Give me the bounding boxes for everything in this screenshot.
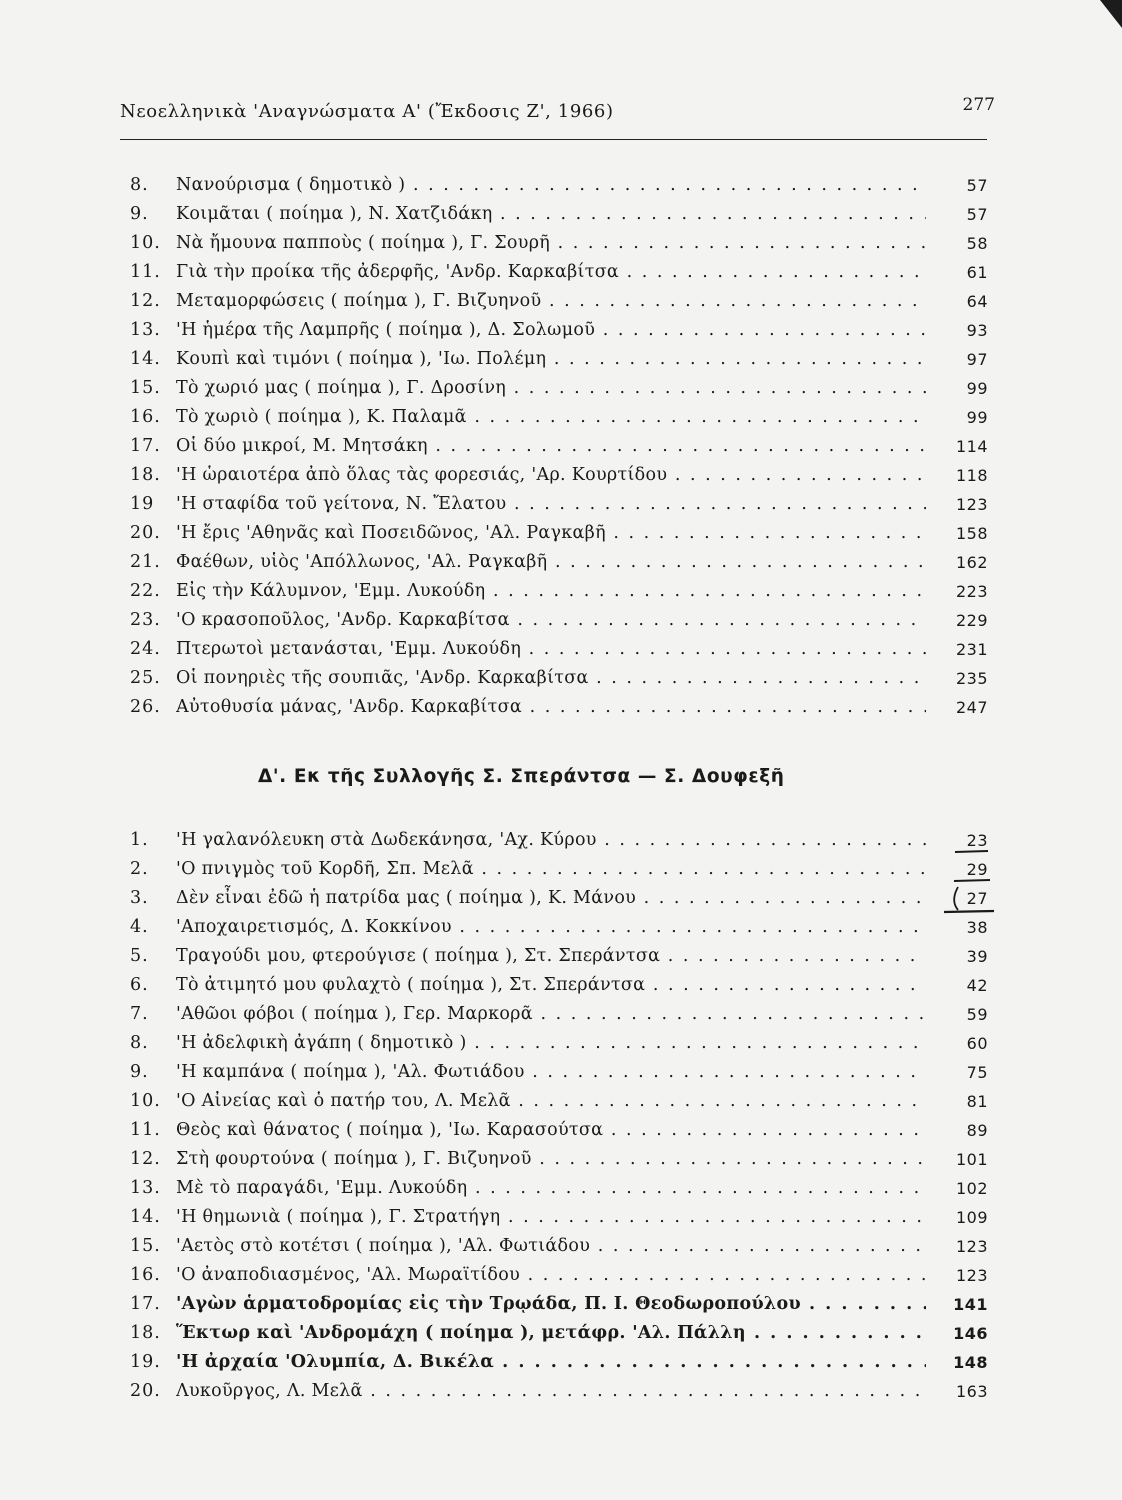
entry-page: 223 (955, 582, 988, 601)
entry-page: 29 (966, 860, 988, 879)
entry-number: 18. (130, 465, 161, 485)
toc-entry (130, 693, 988, 722)
entry-page: 97 (966, 350, 988, 369)
entry-page: 102 (955, 1179, 988, 1198)
toc-entry (130, 1116, 988, 1145)
entry-title: Γιὰ τὴν προίκα τῆς ἀδερφῆς, 'Ανδρ. Καρκαβίτσα . . . (176, 258, 926, 287)
toc-entry (130, 461, 988, 490)
toc-entry (130, 606, 988, 635)
entry-title: Κουπὶ καὶ τιμόνι ( ποίημα ), 'Ιω. Πολέμη . . . (176, 345, 926, 374)
entry-number: 15. (130, 378, 161, 398)
entry-title: Στὴ φουρτούνα ( ποίημα ), Γ. Βιζυηνοῦ . . . (176, 1145, 926, 1174)
entry-number: 23. (130, 610, 161, 630)
entry-title: 'Αθῶοι φόβοι ( ποίημα ), Γερ. Μαρκορᾶ . . . (176, 1000, 926, 1029)
entry-page: 57 (966, 176, 988, 195)
toc-entry (130, 1058, 988, 1087)
entry-title: 'Αετὸς στὸ κοτέτσι ( ποίημα ), 'Αλ. Φωτιάδου . . . (176, 1232, 926, 1261)
entry-page: 23 (966, 831, 988, 850)
entry-number: 17. (130, 436, 161, 456)
entry-title: Μὲ τὸ παραγάδι, 'Εμμ. Λυκούδη . . . (176, 1174, 926, 1203)
entry-title: Οἱ πονηριὲς τῆς σουπιᾶς, 'Ανδρ. Καρκαβίτσα . . . (176, 664, 926, 693)
scan-corner-shadow (1100, 0, 1122, 28)
toc-entry (130, 490, 988, 519)
entry-number: 19 (130, 494, 155, 514)
entry-number: 16. (130, 1265, 161, 1285)
toc-entry (130, 1000, 988, 1029)
entry-number: 12. (130, 1149, 161, 1169)
entry-page: 60 (966, 1034, 988, 1053)
entry-page: 39 (966, 947, 988, 966)
entry-page: 42 (966, 976, 988, 995)
entry-title: 'Αγὼν ἁρματοδρομίας εἰς τὴν Τρῳάδα, Π. Ι. Θεοδωροπούλου . . . (176, 1290, 926, 1319)
toc-entry (130, 171, 988, 200)
entry-number: 7. (130, 1004, 149, 1024)
entry-title: Αὐτοθυσία μάνας, 'Ανδρ. Καρκαβίτσα . . . (176, 693, 926, 722)
entry-title: Τὸ ἀτιμητό μου φυλαχτὸ ( ποίημα ), Στ. Σπεράντσα . . . (176, 971, 926, 1000)
entry-page: 235 (955, 669, 988, 688)
toc-entry (130, 635, 988, 664)
toc-entry (130, 855, 988, 884)
entry-number: 9. (130, 1062, 149, 1082)
entry-number: 6. (130, 975, 149, 995)
entry-title: Εἰς τὴν Κάλυμνον, 'Εμμ. Λυκούδη . . . (176, 577, 926, 606)
entry-title: 'Η ἔρις 'Αθηνᾶς καὶ Ποσειδῶνος, 'Αλ. Ραγκαβῆ . . . (176, 519, 926, 548)
entry-page: 61 (966, 263, 988, 282)
entry-page: 231 (955, 640, 988, 659)
running-header (120, 95, 995, 140)
entry-number: 24. (130, 639, 161, 659)
entry-title: 'Η θημωνιὰ ( ποίημα ), Γ. Στρατήγη . . . (176, 1203, 926, 1232)
entry-number: 17. (130, 1294, 161, 1314)
toc-entry (130, 826, 988, 855)
toc-entry (130, 1203, 988, 1232)
entry-title: 'Η ὡραιοτέρα ἀπὸ ὅλας τὰς φορεσιάς, 'Αρ. Κουρτίδου . . . (176, 461, 926, 490)
entry-title: Νανούρισμα ( δημοτικὸ ) . . . (176, 171, 926, 200)
toc-entry (130, 1087, 988, 1116)
entry-title: Οἱ δύο μικροί, Μ. Μητσάκη . . . (176, 432, 926, 461)
toc-entry (130, 1377, 988, 1406)
entry-page: 38 (966, 918, 988, 937)
toc-entry (130, 287, 988, 316)
entry-number: 21. (130, 552, 161, 572)
entry-number: 26. (130, 697, 161, 717)
toc-entry (130, 316, 988, 345)
entry-number: 13. (130, 1178, 161, 1198)
entry-number: 1. (130, 830, 149, 850)
entry-page: 141 (953, 1295, 988, 1314)
entry-page: 99 (966, 379, 988, 398)
entry-page: 148 (953, 1353, 988, 1372)
entry-title: 'Η ἀδελφικὴ ἀγάπη ( δημοτικὸ ) . . . (176, 1029, 926, 1058)
section-heading: Δ'. Εκ τῆς Συλλογῆς Σ. Σπεράντσα — Σ. Δουφεξῆ (258, 766, 785, 787)
entry-page: 101 (955, 1150, 988, 1169)
toc-entry (130, 1261, 988, 1290)
entry-page: 123 (955, 1237, 988, 1256)
entry-number: 10. (130, 233, 161, 253)
entry-number: 11. (130, 1120, 161, 1140)
entry-title: Δὲν εἶναι ἐδῶ ἡ πατρίδα μας ( ποίημα ), Κ. Μάνου . . . (176, 884, 926, 913)
toc-list-section-d (130, 826, 988, 1406)
toc-entry (130, 1174, 988, 1203)
entry-page: 75 (966, 1063, 988, 1082)
toc-entry (130, 913, 988, 942)
toc-entry (130, 971, 988, 1000)
entry-page: 158 (955, 524, 988, 543)
entry-title: Φαέθων, υἱὸς 'Απόλλωνος, 'Αλ. Ραγκαβῆ . . . (176, 548, 926, 577)
toc-entry (130, 577, 988, 606)
entry-number: 20. (130, 1381, 161, 1401)
toc-entry (130, 942, 988, 971)
entry-number: 16. (130, 407, 161, 427)
entry-number: 14. (130, 1207, 161, 1227)
entry-page: 247 (955, 698, 988, 717)
toc-entry (130, 664, 988, 693)
entry-page: 58 (966, 234, 988, 253)
entry-title: 'Η καμπάνα ( ποίημα ), 'Αλ. Φωτιάδου . . . (176, 1058, 926, 1087)
entry-number: 20. (130, 523, 161, 543)
entry-title: Κοιμᾶται ( ποίημα ), Ν. Χατζιδάκη . . . (176, 200, 926, 229)
entry-number: 14. (130, 349, 161, 369)
entry-page: 123 (955, 495, 988, 514)
entry-page: 93 (966, 321, 988, 340)
entry-title: Ἕκτωρ καὶ 'Ανδρομάχη ( ποίημα ), μετάφρ. 'Αλ. Πάλλη . . . (176, 1319, 926, 1348)
running-header-title: Νεοελληνικὰ 'Αναγνώσματα Α' (Ἔκδοσις Ζ', 1966) (120, 101, 614, 122)
entry-number: 15. (130, 1236, 161, 1256)
entry-number: 2. (130, 859, 149, 879)
toc-entry (130, 258, 988, 287)
entry-title: Τὸ χωριὸ ( ποίημα ), Κ. Παλαμᾶ . . . (176, 403, 926, 432)
entry-title: Τραγούδι μου, φτερούγισε ( ποίημα ), Στ. Σπεράντσα . . . (176, 942, 926, 971)
entry-number: 19. (130, 1352, 161, 1372)
entry-page: 114 (955, 437, 988, 456)
toc-entry (130, 1290, 988, 1319)
toc-entry (130, 432, 988, 461)
entry-page: 163 (955, 1382, 988, 1401)
page-number: 277 (962, 95, 995, 115)
entry-title: 'Ο Αἰνείας καὶ ὁ πατήρ του, Λ. Μελᾶ . . . (176, 1087, 926, 1116)
entry-number: 22. (130, 581, 161, 601)
entry-page: 81 (966, 1092, 988, 1111)
toc-entry (130, 1348, 988, 1377)
toc-entry (130, 200, 988, 229)
entry-page: 64 (966, 292, 988, 311)
entry-number: 12. (130, 291, 161, 311)
entry-title: Λυκοῦργος, Λ. Μελᾶ . . . (176, 1377, 926, 1406)
entry-number: 10. (130, 1091, 161, 1111)
entry-page: 118 (955, 466, 988, 485)
entry-number: 5. (130, 946, 149, 966)
toc-entry (130, 1232, 988, 1261)
entry-title: Πτερωτοὶ μετανάσται, 'Εμμ. Λυκούδη . . . (176, 635, 926, 664)
entry-page: 123 (955, 1266, 988, 1285)
entry-title: Μεταμορφώσεις ( ποίημα ), Γ. Βιζυηνοῦ . . . (176, 287, 926, 316)
toc-entry (130, 884, 988, 913)
entry-number: 13. (130, 320, 161, 340)
toc-entry (130, 1319, 988, 1348)
entry-page: 57 (966, 205, 988, 224)
entry-page: 162 (955, 553, 988, 572)
entry-title: 'Ο ἀναποδιασμένος, 'Αλ. Μωραϊτίδου . . . (176, 1261, 926, 1290)
toc-entry (130, 345, 988, 374)
entry-number: 8. (130, 175, 149, 195)
toc-entry (130, 229, 988, 258)
toc-list-section-c (130, 171, 988, 722)
toc-entry (130, 519, 988, 548)
entry-number: 4. (130, 917, 149, 937)
entry-number: 9. (130, 204, 149, 224)
entry-number: 25. (130, 668, 161, 688)
entry-title: Τὸ χωριό μας ( ποίημα ), Γ. Δροσίνη . . . (176, 374, 926, 403)
entry-number: 11. (130, 262, 161, 282)
entry-page: 146 (953, 1324, 988, 1343)
toc-entry (130, 1029, 988, 1058)
toc-entry (130, 374, 988, 403)
entry-page: 27 (966, 889, 988, 908)
entry-title: 'Αποχαιρετισμός, Δ. Κοκκίνου . . . (176, 913, 926, 942)
entry-title: Θεὸς καὶ θάνατος ( ποίημα ), 'Ιω. Καρασούτσα . . . (176, 1116, 926, 1145)
entry-title: Νὰ ἤμουνα παπποὺς ( ποίημα ), Γ. Σουρῆ . . . (176, 229, 926, 258)
entry-title: 'Ο πνιγμὸς τοῦ Κορδῆ, Σπ. Μελᾶ . . . (176, 855, 926, 884)
entry-page: 89 (966, 1121, 988, 1140)
entry-page: 229 (955, 611, 988, 630)
entry-number: 18. (130, 1323, 161, 1343)
entry-title: 'Η σταφίδα τοῦ γείτονα, Ν. Ἔλατου . . . (176, 490, 926, 519)
entry-title: 'Η γαλανόλευκη στὰ Δωδεκάνησα, 'Αχ. Κύρου . . . (176, 826, 926, 855)
toc-entry (130, 1145, 988, 1174)
entry-page: 99 (966, 408, 988, 427)
entry-number: 3. (130, 888, 149, 908)
toc-entry (130, 548, 988, 577)
entry-number: 8. (130, 1033, 149, 1053)
entry-page: 109 (955, 1208, 988, 1227)
entry-title: 'Ο κρασοποῦλος, 'Ανδρ. Καρκαβίτσα . . . (176, 606, 926, 635)
toc-entry (130, 403, 988, 432)
entry-title: 'Η ἀρχαία 'Ολυμπία, Δ. Βικέλα . . . (176, 1348, 926, 1377)
entry-page: 59 (966, 1005, 988, 1024)
entry-title: 'Η ἡμέρα τῆς Λαμπρῆς ( ποίημα ), Δ. Σολωμοῦ . . . (176, 316, 926, 345)
